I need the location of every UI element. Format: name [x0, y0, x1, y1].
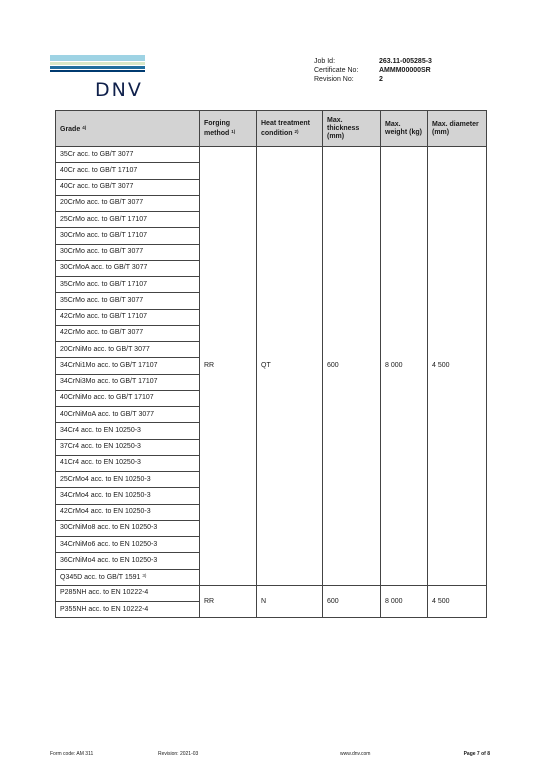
grade-cell	[56, 244, 200, 260]
grade-cell	[56, 163, 200, 179]
grade-cell	[56, 455, 200, 471]
grade-cell	[56, 537, 200, 553]
page-number: Page 7 of 8	[463, 751, 490, 757]
grade-cell	[56, 439, 200, 455]
max-thickness-cell: 600	[323, 585, 381, 618]
column-header	[323, 111, 381, 147]
grade-label: 42CrMo acc. to GB/T 17107	[60, 313, 148, 321]
grade-label: 30CrNiMo8 acc. to EN 10250-3	[60, 524, 158, 532]
column-header-label: Grade	[60, 126, 81, 133]
grade-cell	[56, 423, 200, 439]
certificate-meta	[314, 57, 432, 84]
column-header	[200, 111, 257, 147]
column-header	[56, 111, 200, 147]
grade-label: 40Cr acc. to GB/T 17107	[60, 166, 138, 174]
logo-wordmark: DNV	[95, 79, 143, 101]
max-diameter-cell: 4 500	[428, 585, 487, 618]
grade-cell	[56, 195, 200, 211]
meta-row	[314, 66, 432, 75]
grade-cell	[56, 212, 200, 228]
grade-label: 30CrMoA acc. to GB/T 3077	[60, 264, 148, 272]
grade-label: 20CrNiMo acc. to GB/T 3077	[60, 345, 150, 353]
grade-label: 34Cr4 acc. to EN 10250-3	[60, 426, 141, 434]
grade-cell	[56, 407, 200, 423]
table-row	[56, 147, 487, 163]
grade-cell	[56, 374, 200, 390]
grades-table	[55, 110, 487, 618]
forging-method-cell: RR	[200, 585, 257, 618]
grade-label: 37Cr4 acc. to EN 10250-3	[60, 443, 141, 451]
column-header	[257, 111, 323, 147]
column-header-label: Max. thickness (mm)	[327, 117, 360, 140]
grade-cell	[56, 358, 200, 374]
grade-cell	[56, 488, 200, 504]
meta-value: 2	[379, 76, 383, 83]
grade-cell	[56, 504, 200, 520]
grade-label: 35CrMo acc. to GB/T 17107	[60, 280, 148, 288]
footnote-marker: 3)	[142, 573, 147, 579]
grade-cell	[56, 228, 200, 244]
grade-cell	[56, 553, 200, 569]
column-header	[381, 111, 428, 147]
grade-label: P355NH acc. to EN 10222-4	[60, 605, 149, 613]
footnote-marker: 4)	[82, 125, 87, 130]
grade-label: 40CrNiMoA acc. to GB/T 3077	[60, 410, 155, 418]
meta-value: AMMM00000SR	[379, 67, 431, 74]
grade-label: 34CrNi3Mo acc. to GB/T 17107	[60, 378, 158, 386]
revision-date: Revision: 2021-03	[158, 751, 199, 757]
grade-label: 41Cr4 acc. to EN 10250-3	[60, 459, 141, 467]
meta-label: Revision No:	[314, 76, 354, 83]
grade-label: 34CrNi1Mo acc. to GB/T 17107	[60, 361, 158, 369]
footnote-marker: 1)	[231, 129, 236, 134]
grade-label: 25CrMo4 acc. to EN 10250-3	[60, 475, 151, 483]
max-weight-cell: 8 000	[381, 585, 428, 618]
grade-cell	[56, 342, 200, 358]
grade-cell	[56, 520, 200, 536]
grade-cell	[56, 602, 200, 618]
meta-label: Certificate No:	[314, 67, 359, 74]
form-code: Form code: AM 311	[50, 751, 94, 757]
column-header-label: Forging method	[204, 120, 231, 137]
grade-label: 40CrNiMo acc. to GB/T 17107	[60, 394, 154, 402]
page-footer	[50, 751, 490, 761]
grade-label: 35Cr acc. to GB/T 3077	[60, 150, 134, 158]
footnote-marker: 2)	[294, 129, 299, 134]
table-body	[56, 147, 487, 618]
meta-label: Job Id:	[314, 58, 336, 65]
grade-cell	[56, 309, 200, 325]
heat-treatment-cell: N	[257, 585, 323, 618]
grade-label: P285NH acc. to EN 10222-4	[60, 589, 149, 597]
grade-cell	[56, 325, 200, 341]
website: www.dnv.com	[340, 751, 371, 757]
meta-value: 263.11-005285-3	[379, 58, 432, 65]
logo-band-pale-green	[50, 62, 145, 65]
grade-label: 42CrMo acc. to GB/T 3077	[60, 329, 144, 337]
grade-cell	[56, 277, 200, 293]
grade-cell	[56, 147, 200, 163]
heat-treatment-cell: QT	[257, 147, 323, 586]
grade-label: 34CrMo4 acc. to EN 10250-3	[60, 491, 151, 499]
logo-band-light-blue	[50, 55, 145, 61]
grade-label: 25CrMo acc. to GB/T 17107	[60, 215, 148, 223]
grade-cell	[56, 569, 200, 585]
grade-label: 30CrMo acc. to GB/T 17107	[60, 231, 148, 239]
table-row	[56, 585, 487, 601]
grade-cell	[56, 472, 200, 488]
grade-label: 42CrMo4 acc. to EN 10250-3	[60, 508, 151, 516]
grade-label: 40Cr acc. to GB/T 3077	[60, 183, 134, 191]
grade-label: 34CrNiMo6 acc. to EN 10250-3	[60, 540, 158, 548]
max-diameter-cell: 4 500	[428, 147, 487, 586]
grade-label: 30CrMo acc. to GB/T 3077	[60, 248, 144, 256]
dnv-logo	[50, 55, 145, 100]
grade-label: 36CrNiMo4 acc. to EN 10250-3	[60, 556, 158, 564]
max-thickness-cell: 600	[323, 147, 381, 586]
grade-label: 35CrMo acc. to GB/T 3077	[60, 296, 144, 304]
grade-cell	[56, 293, 200, 309]
logo-band-navy	[50, 70, 145, 72]
column-header-label: Max. weight (kg)	[385, 121, 422, 136]
max-weight-cell: 8 000	[381, 147, 428, 586]
grade-cell	[56, 260, 200, 276]
table-header-row	[56, 111, 487, 147]
column-header	[428, 111, 487, 147]
meta-row	[314, 75, 432, 84]
grade-label: Q345D acc. to GB/T 1591	[60, 574, 141, 582]
meta-row	[314, 57, 432, 66]
column-header-label: Max. diameter (mm)	[432, 121, 479, 136]
grade-cell	[56, 390, 200, 406]
column-header-label: Heat treatment condition	[261, 120, 311, 137]
logo-band-mid-blue	[50, 66, 145, 69]
grade-cell	[56, 179, 200, 195]
grade-cell	[56, 585, 200, 601]
grade-label: 20CrMo acc. to GB/T 3077	[60, 199, 144, 207]
forging-method-cell: RR	[200, 147, 257, 586]
